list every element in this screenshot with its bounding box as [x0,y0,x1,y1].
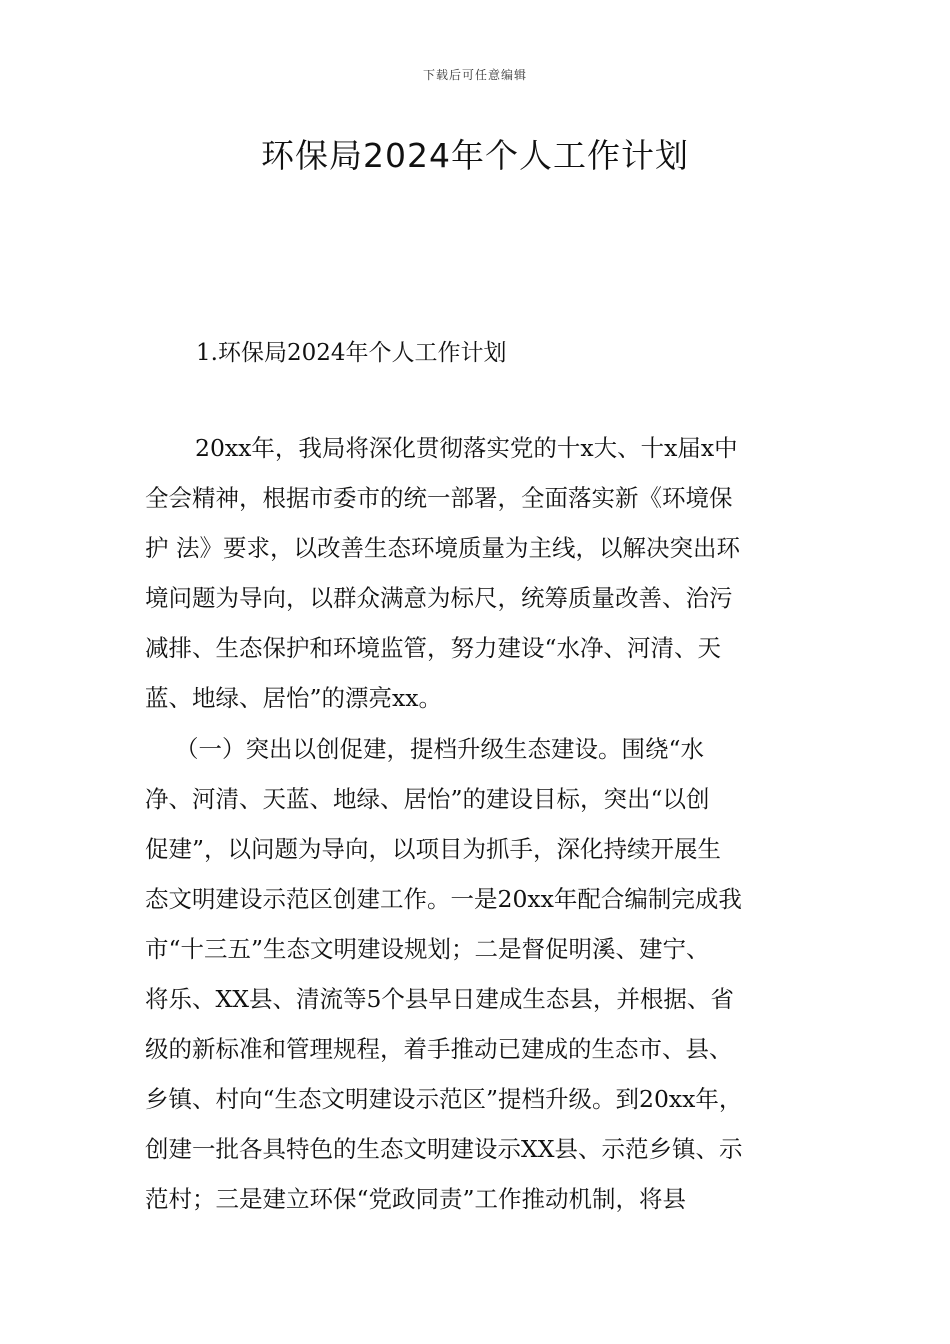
paragraph-line: 20xx年，我局将深化贯彻落实党的十x大、十x届x中 [195,434,738,462]
paragraph-line: 将乐、XX县、清流等5个县早日建成生态县，并根据、省 [145,985,734,1013]
paragraph-line: 促建”，以问题为导向，以项目为抓手，深化持续开展生 [145,835,722,863]
paragraph-line: 创建一批各具特色的生态文明建设示XX县、示范乡镇、示 [145,1135,743,1163]
paragraph-line: 全会精神，根据市委市的统一部署，全面落实新《环境保 [145,484,733,512]
paragraph-line: （一）突出以创促建，提档升级生态建设。围绕“水 [175,735,705,763]
paragraph-line: 范村；三是建立环保“党政同责”工作推动机制，将县 [145,1185,687,1213]
paragraph-line: 减排、生态保护和环境监管，努力建设“水净、河清、天 [145,634,722,662]
paragraph-line: 境问题为导向，以群众满意为标尺，统筹质量改善、治污 [145,584,733,612]
paragraph-1 [145,423,825,723]
paragraph-2 [145,724,825,1224]
header-note: 下载后可任意编辑 [422,68,527,82]
paragraph-line: 护 法》要求，以改善生态环境质量为主线，以解决突出环 [145,534,740,562]
paragraph-line: 乡镇、村向“生态文明建设示范区”提档升级。到20xx年， [145,1085,743,1113]
paragraph-line: 市“十三五”生态文明建设规划；二是督促明溪、建宁、 [145,935,710,963]
paragraph-line: 蓝、地绿、居怡”的漂亮xx。 [145,684,443,712]
paragraph-line: 级的新标准和管理规程，着手推动已建成的生态市、县、 [145,1035,733,1063]
paragraph-line: 态文明建设示范区创建工作。一是20xx年配合编制完成我 [145,885,742,913]
document-title: 环保局2024年个人工作计划 [261,136,689,175]
paragraph-line: 净、河清、天蓝、地绿、居怡”的建设目标，突出“以创 [145,785,710,813]
section-heading: 1.环保局2024年个人工作计划 [196,340,507,366]
